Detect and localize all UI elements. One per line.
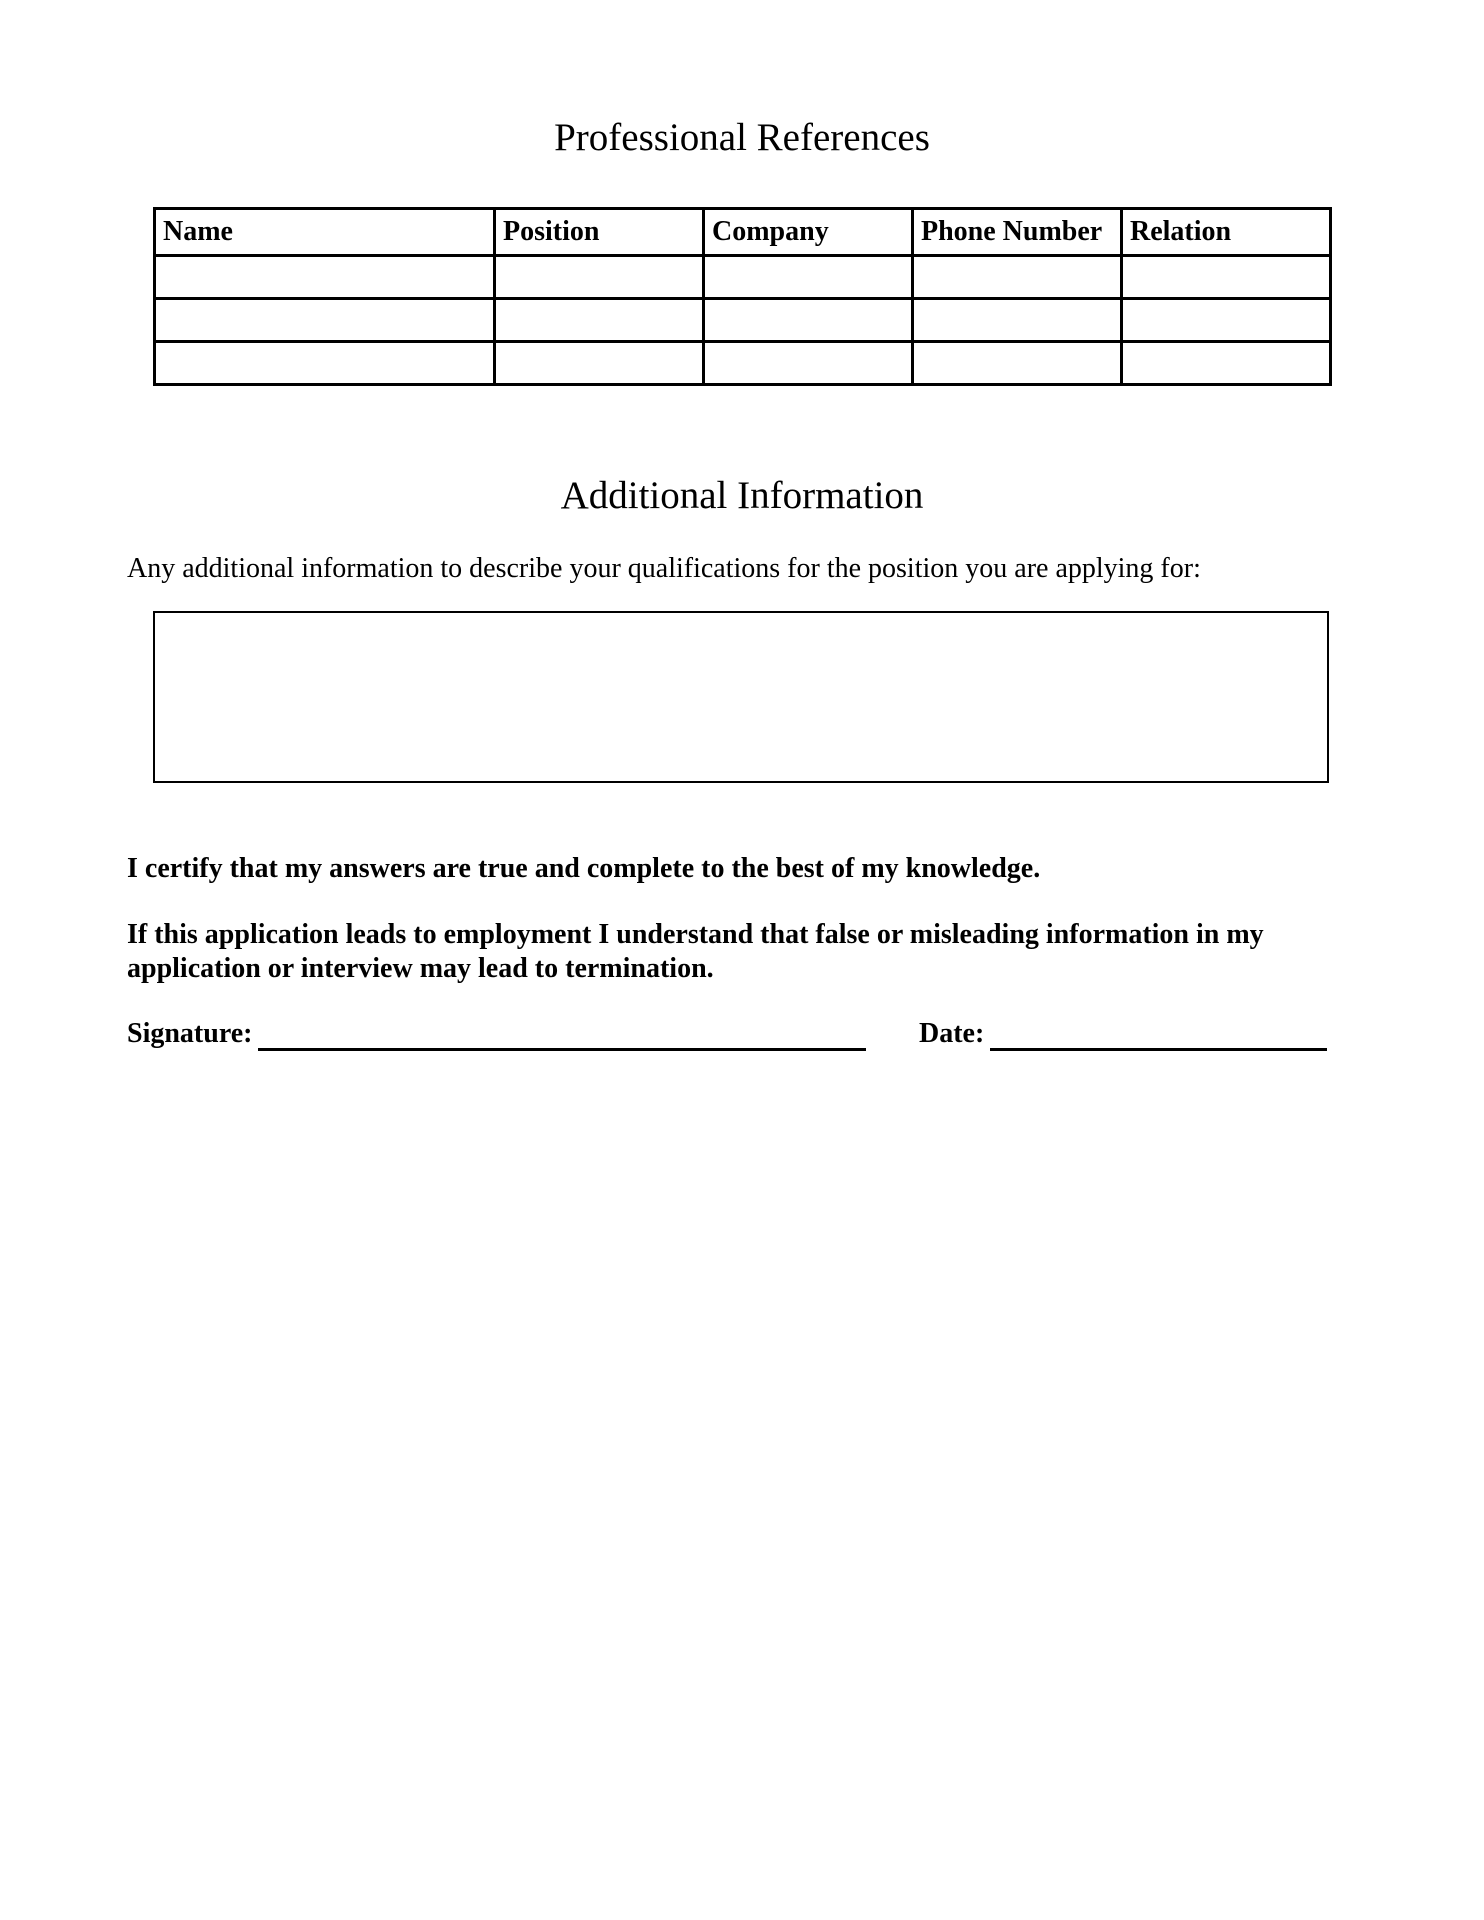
reference-position-cell[interactable] xyxy=(495,342,704,385)
reference-company-cell[interactable] xyxy=(704,299,913,342)
reference-position-cell[interactable] xyxy=(495,299,704,342)
additional-information-field[interactable] xyxy=(153,611,1329,783)
termination-notice: If this application leads to employment I understand that false or misleading information in my application or interview may lead to termination. xyxy=(127,919,1264,984)
additional-information-title: Additional Information xyxy=(560,474,924,517)
reference-relation-cell[interactable] xyxy=(1122,299,1331,342)
date-field[interactable] xyxy=(990,1017,1327,1051)
table-row xyxy=(155,299,1331,342)
professional-references-title: Professional References xyxy=(554,116,930,159)
table-row xyxy=(155,256,1331,299)
signature-field[interactable] xyxy=(258,1017,866,1051)
reference-phone-cell[interactable] xyxy=(913,299,1122,342)
reference-name-cell[interactable] xyxy=(155,342,495,385)
reference-relation-cell[interactable] xyxy=(1122,256,1331,299)
reference-company-cell[interactable] xyxy=(704,256,913,299)
reference-name-cell[interactable] xyxy=(155,256,495,299)
column-header-name: Name xyxy=(155,209,495,256)
column-header-company: Company xyxy=(704,209,913,256)
references-header-row xyxy=(155,209,1331,256)
column-header-relation: Relation xyxy=(1122,209,1331,256)
reference-company-cell[interactable] xyxy=(704,342,913,385)
reference-relation-cell[interactable] xyxy=(1122,342,1331,385)
column-header-position: Position xyxy=(495,209,704,256)
reference-name-cell[interactable] xyxy=(155,299,495,342)
signature-label: Signature: xyxy=(127,1018,253,1049)
reference-phone-cell[interactable] xyxy=(913,342,1122,385)
reference-phone-cell[interactable] xyxy=(913,256,1122,299)
date-label: Date: xyxy=(919,1018,985,1049)
table-row xyxy=(155,342,1331,385)
additional-information-prompt: Any additional information to describe your qualifications for the position you are applying for: xyxy=(127,553,1201,584)
reference-position-cell[interactable] xyxy=(495,256,704,299)
column-header-phone-number: Phone Number xyxy=(913,209,1122,256)
references-table xyxy=(153,207,1332,386)
certification-statement: I certify that my answers are true and complete to the best of my knowledge. xyxy=(127,853,1041,884)
